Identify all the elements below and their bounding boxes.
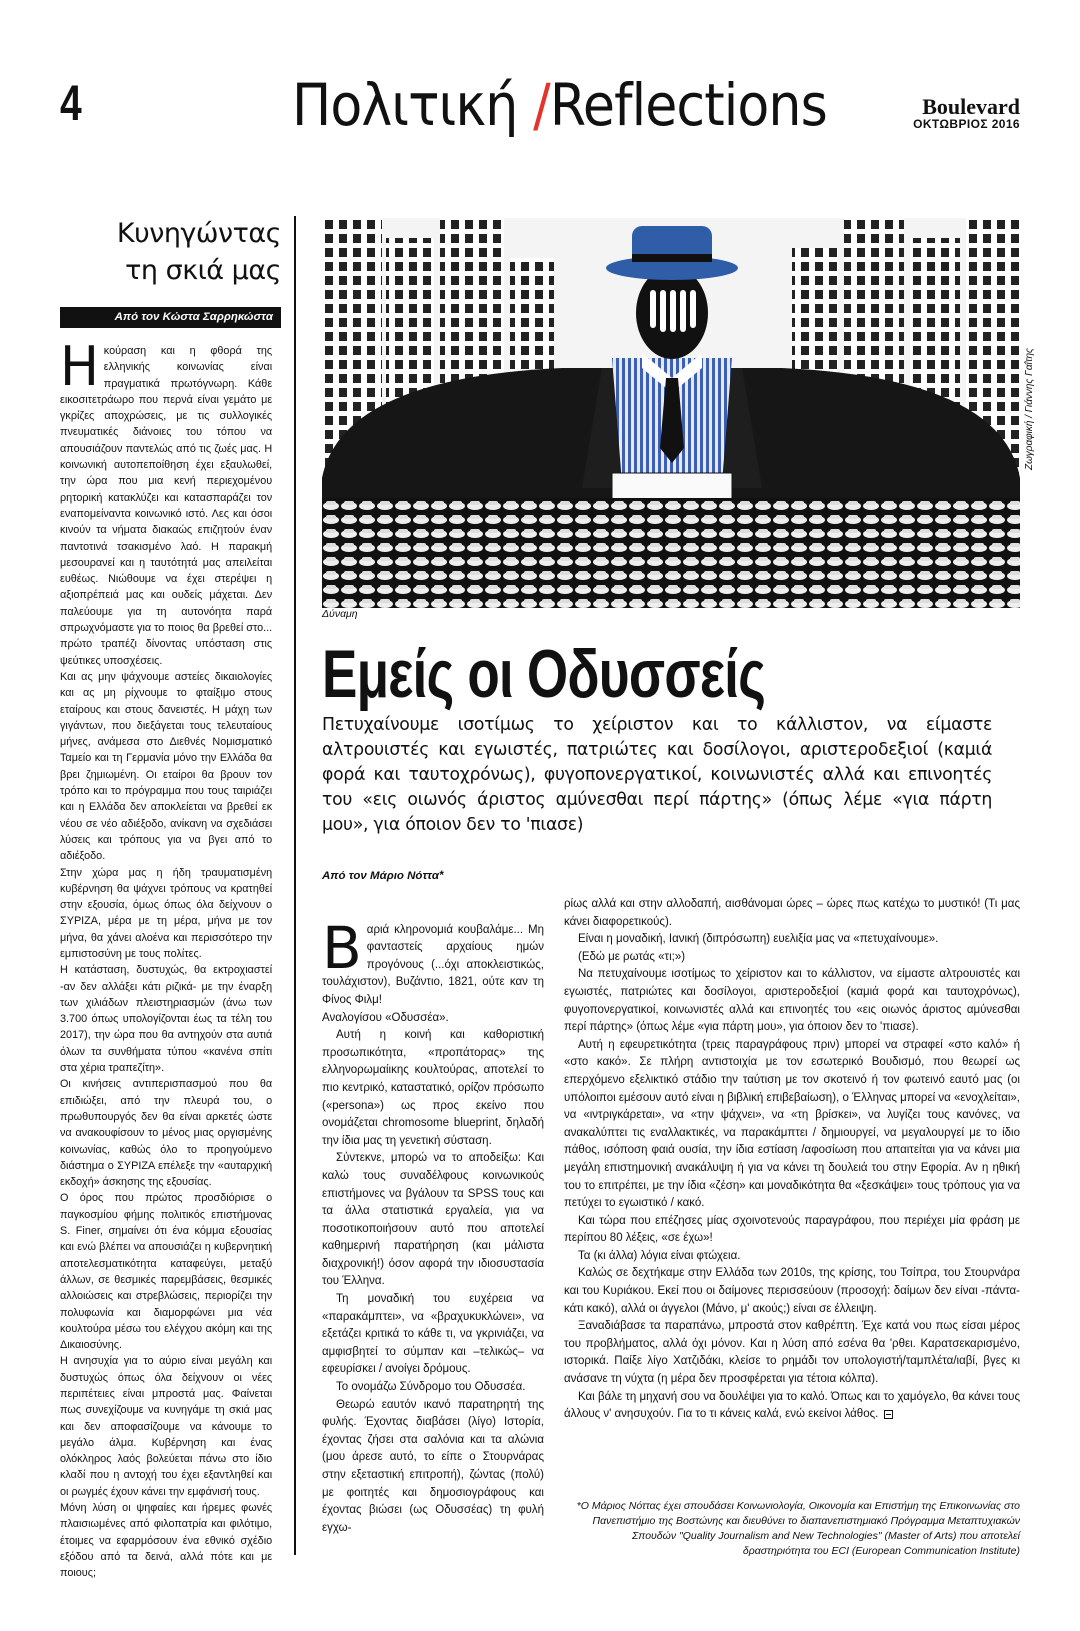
drop-cap: Η [60,335,99,398]
article-paragraph: Αναλογίσου «Οδυσσέα». [322,1011,449,1024]
article-paragraph: Αυτή η κοινή και καθοριστική προσωπικότητα, «προπάτορας» της ελληνορωμαίικης κουλτούρας, αποτελεί το πιο κεντρικό, καταστατικό, ορίζον πρόσωπο («persona») ως προς εκείνο που ονομάζεται chromosome blueprint, δηλαδή την ίδια μας τη γενετική σύσταση. [322,1029,544,1147]
sidebar-paragraph: Και ας μην ψάχνουμε αστείες δικαιολογίες και ας μη ρίχνουμε το φταίξιμο στους εταίρους και στους δανειστές. Η μάχη των γιγάντων, που διεξάγεται τους τελευταίους μήνες, ανάμεσα στο Διεθνές Νομισματικό Ταμείο και τη Γερμανία μόνο την Ελλάδα θα βρει ζημιωμένη. Οι εταίροι θα βρουν τον τρόπο και το πρόγραμμα που τους ταιριάζει και η Ελλάδα δεν αποκλείεται να βρεθεί εκ νέου σε νέο αδιέξοδο, ανίκανη να σχεδιάσει λύσεις και τρόπους για να βγει από το αδιέξοδο. [60,670,273,863]
section-separator: / [533,71,550,139]
article-paragraph: Το ονομάζω Σύνδρομο του Οδυσσέα. [336,1381,526,1394]
section-greek: Πολιτική [292,71,518,139]
painting-svg [322,218,1020,608]
article-paragraph: Ξαναδιάβασε τα παραπάνω, μπροστά στον καθρέπτη. Έχε κατά νου πως είσαι μέρος του προβλήματος, αλλά όχι μόνον. Και η λύση από εσένα θα 'ρθει. Καρατσεκαρισμένο, ιστορικά. Παίξε λίγο Χατζιδάκι, κλείσε το ρημάδι τον υπολογιστή/ταμπλέτα/ιαβί, βγες κι ανάσανε τη νύχτα (η μέρα δεν προσφέρεται για τέτοια κόλπα). [564,1320,1020,1386]
section-english: Reflections [549,71,827,139]
article-paragraph: Θεωρώ εαυτόν ικανό παρατηρητή της φυλής. Έχοντας διαβάσει (λίγο) Ιστορία, έχοντας ζήσει στα σαλόνια και τα αλώνια (μου άρεσε αυτό, το είπε ο Στουρνάρας στην εξεταστική επιτροπή), ζώντας (πολύ) με φοιτητές και δημοσιογράφους και έχοντας βιώσει (ως Οδυσσέας) τη φυλή εγχω- [322,1398,544,1534]
article-paragraph: Τη μοναδική του ευχέρεια να «παρακάμπτει», να «βραχυκυκλώνει», να εξετάζει κριτικά το κάθε τι, να γκρινιάζει, να αμφισβητεί το σύμπαν και –τελικώς– να εφευρίσκει / ανοίγει δρόμους. [322,1293,544,1376]
article-paragraph: Να πετυχαίνουμε ισοτίμως το χείριστον και το κάλλιστον, να είμαστε αλτρουιστές και εγωιστές, πατριώτες και δοσίλογοι, αριστεροδεξιοί (καμιά φορά και ταυτοχρόνως), φυγοπονεργατικοί, κοινωνιστές αλλά και επινοητές του «εις οιωνός άριστος αμύνεσθαι περί πάρτης» (όπως λέμε «για πάρτη μου», για όποιον δεν το 'πιασε). [564,968,1020,1034]
drop-cap: Β [322,913,362,982]
article-lead: Πετυχαίνουμε ισοτίμως το χείριστον και το κάλλιστον, να είμαστε αλτρουιστές και εγωιστές, πατριώτες και δοσίλογοι, αριστεροδεξιοί (καμιά φορά και ταυτοχρόνως), φυγοπονεργατικοί, κοινωνιστές αλλά και επινοητές του «εις οιωνός άριστος αμύνεσθαι περί πάρτης» (όπως λέμε «για πάρτη μου», για όποιον δεν το 'πιασε) [322,714,993,835]
paragraph-text: Και βάλε τη μηχανή σου να δουλέψει για το καλό. Όπως και το χαμόγελο, θα κάνει τους άλλους ν' ανησυχούν. Για το τι κάνεις καλά, ενώ εκείνοι λάθος. [564,1390,1020,1421]
article-paragraph: Σύντεκνε, μπορώ να το αποδείξω: Και καλώ τους συναδέλφους κοινωνικούς επιστήμονες να βγάλουν τα SPSS τους και τα άλλα στατιστικά εργαλεία, για να ποσοτικοποιήσουν αυτό που αποτελεί καθημερινή παρατήρηση (και μάλιστα διαχρονική!) όσον αφορά την ιδιοσυστασία του Έλληνα. [322,1152,544,1288]
sidebar-paragraph: Μόνη λύση οι ψηφαίες και ήρεμες φωνές πλαισιωμένες από φιλοπατρία και φιλότιμο, έτοιμες να εφαρμόσουν ένα εθνικό σχέδιο εξόδου από τα δεινά, αλλά πότε και με ποιους; [60,1502,273,1580]
article-paragraph: (Εδώ με ρωτάς «τι;») [578,950,686,963]
article-paragraph: Αυτή η εφευρετικότητα (τρεις παραγράφους πριν) μπορεί να στραφεί «στο καλό» ή «στο κακό». Σε πλήρη αντιστοιχία με τον εσωτερικό Βουδισμό, που θεωρεί ως επερχόμενο εξελικτικό στάδιο την ταύτιση με τον σκοτεινό ή τον φωτεινό εαυτό μας (οι υπόλοιποι εμέσουν αυτό είναι η βιβλική επιβεβαίωση), ο Έλληνας μπορεί να «ενοχλείται», να «ιντριγκάρεται», να «την ψάχνει», να «τη βρίσκει», να λυγίζει τους κανόνες, να ανακαλύπτει τις εναλλακτικές, να παρακάμπτει / δημιουργεί, να μεγαλουργεί με το ίδιο πάθος, ισόποση φαιά ουσία, την ίδια εστίαση /αφοσίωση που απαιτείται για να κάνει μια μεγάλη επιστημονική ανακάλυψη ή για να κάνει τη δουλειά του στην Εφορία. Αν η ηθική του το επιτρέπει, με την ίδια «ζέση» και μοναδικότητα θα «ξεσκάψει» τους τρόπους για να πετύχει το εγωιστικό / κακό. [564,1038,1020,1210]
article-column-1 [322,868,544,1537]
illustration-caption: Δύναμη [322,608,358,620]
end-of-article-icon [884,1410,893,1419]
article-column-2 [564,896,1020,1424]
article-paragraph: Τα (κι άλλα) λόγια είναι φτώχεια. [578,1249,741,1262]
sidebar-title-line: Κυνηγώντας [116,218,281,249]
sidebar-body [60,335,273,1582]
author-bio: *Ο Μάριος Νόττας έχει σπουδάσει Κοινωνιολογία, Οικονομία και Επιστήμη της Επικοινωνίας στο Πανεπιστήμιο της Βοστώνης και διευθύνει το διαπανεπιστημιακό Πρόγραμμα Μεταπτυχιακών Σπουδών "Quality Journalism and New Technologies" (Master of Arts) που αποτελεί δραστηριότητα του ECI (European Communication Institute) [576,1500,1020,1557]
sidebar-paragraph [60,335,273,669]
column-divider [294,216,296,1555]
masthead [913,96,1020,130]
article-paragraph [564,1389,1020,1424]
sidebar-paragraph: Η κατάσταση, δυστυχώς, θα εκτροχιαστεί -αν δεν αλλάξει κάτι ριζικά- με την έναρξη των χιλιάδων πλειστηριασμών (άνω των 3.700 όπως υπολογίζονται έως τα τέλη του 2017), την ώρα που θα αντηχούν στα αυτιά όλων τα συνθήματα τύπου «κανένα σπίτι στα χέρια τραπεζίτη». [60,964,273,1075]
brand-logo: Boulevard [922,94,1020,119]
section-title [292,71,827,139]
issue-date: ΟΚΤΩΒΡΙΟΣ 2016 [913,117,1020,131]
paragraph-text: αριά κληρονομιά κουβαλάμε... Μη φανταστείς αρχαίους ημών προγόνους (...όχι αποκλειστικώς, τουλάχιστον), Βυζάντιο, 1821, ούτε καν τη Φίνος Φιλμ! [322,923,544,1006]
article-paragraph: Και τώρα που επέζησες μίας σχοινοτενούς παραγράφου, που περιέχει μία φράση με περίπου 80 λέξεις, «σε έχω»! [564,1214,1020,1245]
page-number: 4 [60,75,82,131]
sidebar-paragraph: Στην χώρα μας η ήδη τραυματισμένη κυβέρνηση θα ψάχνει τρόπους να κρατηθεί στην εξουσία, όμως όπως όλα δείχνουν ο ΣΥΡΙΖΑ, μέρα με τη μέρα, μήνα με τον μήνα, θα χάνει αλοένα και περισσότερο την εμπιστοσύνη με τους πολίτες. [60,866,273,960]
sidebar-paragraph: Η ανησυχία για το αύριο είναι μεγάλη και δυστυχώς όπως όλα δείχνουν οι νέες περιπέτειες είναι μπροστά μας. Φαίνεται πως συνεχίζουμε να κυνηγάμε τη σκιά μας και δεν αποφασίζουμε να κάνουμε το μεγάλο άλμα. Κυβέρνηση και ένας ολόκληρος λαός βολεύεται πάνω στο ίδιο κλαδί που η αντοχή του έχει εξαντληθεί και οι ρωγμές έχουν κάνει την εμφάνισή τους. [60,1355,273,1498]
illustration-credit: Ζωγραφική / Γιάννης Γαΐτης [1024,348,1035,470]
article-paragraph [322,913,544,1010]
article-paragraph: Είναι η μοναδική, Ιανική (διπρόσωπη) ευελιξία μας να «πετυχαίνουμε». [578,933,939,946]
paragraph-text: κούραση και η φθορά της ελληνικής κοινωνίας είναι πραγματικά πρωτόγνωρη. Κάθε εικοσιτετράωρο που περνά είναι γεμάτο με γκρίζες αποχρώσεις, με τις συλλογικές πνευματικές διάνοιες του τόπου να απουσιάζουν παντελώς από τις ζωές μας. Η κοινωνική αυτοπεποίθηση έχει εξαυλωθεί, την ώρα που μια κενή περιεχομένου ρητορική κατακλύζει και κατασπαράζει τον εναπομείναντα κοινωνικό ιστό. Λες και όσοι κινούν τα νήματα διακαώς επιζητούν έναν παντοτινά τσακισμένο λαό. Η παρακμή μεσουρανεί και η ταυτότητά μας απειλείται ευθέως. Νιώθουμε να έχει στερέψει η αξιοπρέπειά μας και ουδείς μάχεται. Δεν παλεύουμε για τη αυτονόητα παρά σπρωχνόμαστε για το ποιος θα βρεθεί στο... πρώτο τραπέζι δίνοντας υπόσταση στις ψεύτικες υποσχέσεις. [60,345,273,667]
article-author: Από τον Μάριο Νόττα* [322,870,444,882]
sidebar-paragraph: Οι κινήσεις αντιπερισπασμού που θα επιδιώξει, από την πλευρά του, ο πρωθυπουργός δεν θα είναι αρκετές ώστε να ανακουφίσουν το μένος μιας οργισμένης κοινωνίας, καθώς όλο το προηγούμενο διάστημα ο ΣΥΡΙΖΑ επέλεξε την «αυταρχική εκδοχή» άσκησης της εξουσίας. [60,1078,273,1189]
sidebar-author: Από τον Κώστα Σαρρηκώστα [60,307,281,328]
sidebar-title-line: τη σκιά μας [125,255,281,286]
article-headline: Εμείς οι Οδυσσείς [322,636,766,712]
sidebar-paragraph: Ο όρος που πρώτος προσδιόρισε ο παγκοσμίου φήμης πολιτικός επιστήμονας S. Finer, σημαίνει ότι ένα κόμμα εξουσίας και ενώ βλέπει να απουσιάζει η κυβερνητική αποτελεσματικότητα καταφεύγει, μεταξύ άλλων, σε θεσμικές παρεμβάσεις, θεσμικές αλλοιώσεις και στρεβλώσεις, περιορίζει την πολυφωνία και διαμορφώνει μια νέα κουλτούρα μέσω του ελέγχου ακόμη και της Δικαιοσύνης. [60,1192,273,1352]
article-paragraph: ρίως αλλά και στην αλλοδαπή, αισθάνομαι ώρες – ώρες πως κατέχω το μυστικό! (Τι μας κάνει διαφορετικούς). [564,898,1020,928]
sidebar-title [60,215,281,289]
article-paragraph: Καλώς σε δεχτήκαμε στην Ελλάδα των 2010s, της κρίσης, του Τσίπρα, του Στουρνάρα και του Κυριάκου. Εκεί που οι δαίμονες περισσεύουν (προσοχή: δαίμων δεν είναι -πάντα- κάτι κακό), αλλά οι άγγελοι (Μάνο, μ' ακούς;) είναι σε έλλειψη. [564,1267,1020,1315]
painting-illustration [322,218,1020,608]
